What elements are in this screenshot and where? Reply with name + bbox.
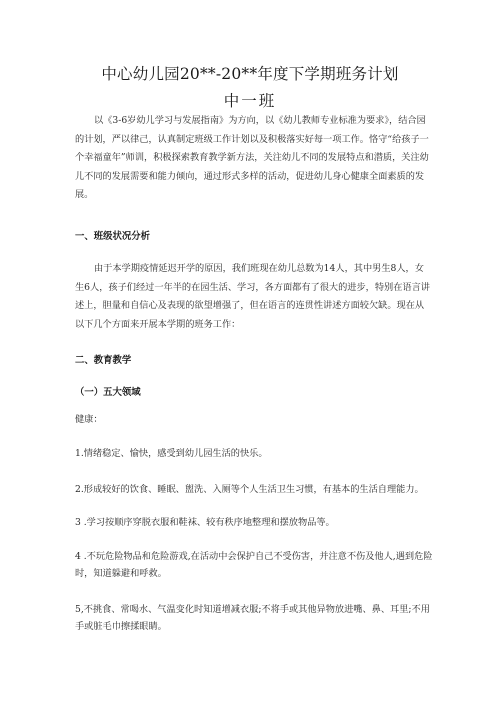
list-item: 5,不挑食、常喝水、气温变化时知道增减衣服;不将手或其他异物放进嘴、鼻、耳里;不用手或脏毛巾擦揉眼睛。	[75, 604, 430, 632]
list-item: 4 .不玩危险物品和危险游戏,在活动中会保护自己不受伤害，并注意不伤及他人,遇到危险时，知道躲避和呼救。	[75, 551, 433, 579]
health-label: 健康：	[75, 414, 103, 425]
section-heading-education: 二、教育教学	[75, 355, 132, 366]
document-title: 中心幼儿园20**-20**年度下学期班务计划	[101, 65, 399, 83]
subsection-heading-five-domains: （一）五大领域	[75, 387, 141, 398]
section-heading-class-analysis: 一、班级状况分析	[75, 231, 151, 242]
class-name: 中一班	[223, 92, 277, 110]
list-item: 1.情绪稳定、愉快，感受到幼儿园生活的快乐。	[75, 448, 268, 459]
intro-paragraph: 以《3-6岁幼儿学习与发展指南》为方向，以《幼儿教师专业标准为要求》，结合园的计划，严以律己，认真制定班级工作计划以及积极落实好每一项工作。恪守“给孩子一个幸福童年”师训，积极探索教育教学新方法，关注幼儿不同的发展特点和潜质，关注幼儿不同的发展需要和能力倾向，通过形式多样的活动，促进幼儿身心健康全面素质的发展。	[75, 115, 429, 201]
list-item: 2.形成较好的饮食、睡眠、盥洗、入厕等个人生活卫生习惯，有基本的生活自理能力。	[75, 484, 424, 495]
class-analysis-paragraph: 由于本学期疫情延迟开学的原因，我们班现在幼儿总数为14人，其中男生8人，女生6人，孩子们经过一年半的在园生活、学习，各方面都有了很大的进步，特别在语言讲述上，胆量和自信心及表现的欲望增强了，但在语言的连贯性讲述方面较欠缺。现在从以下几个方面来开展本学期的班务工作：	[75, 263, 430, 330]
list-item: 3 .学习按顺序穿脱衣服和鞋袜、较有秩序地整理和摆放物品等。	[75, 517, 335, 528]
